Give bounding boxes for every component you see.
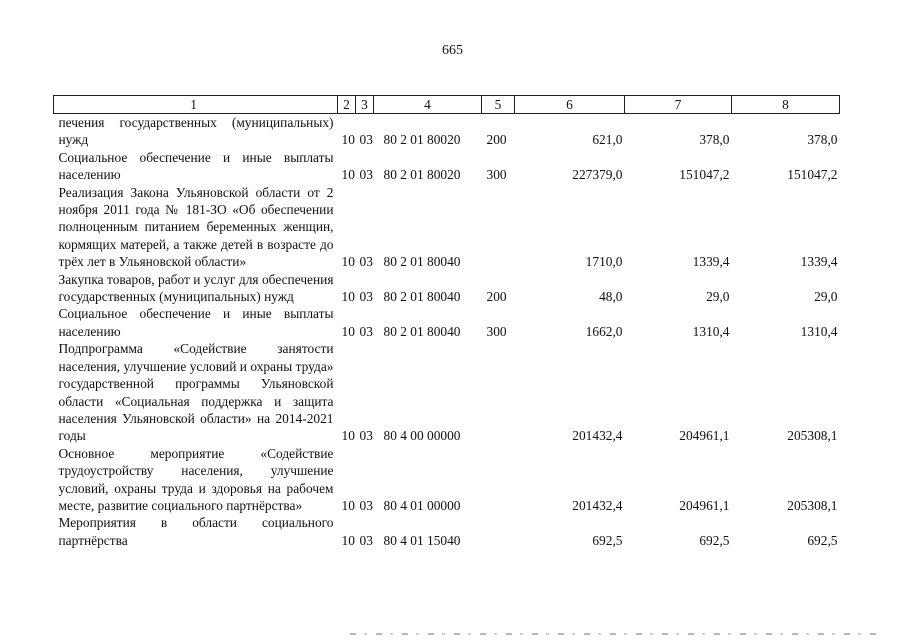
header-col-2: 2 xyxy=(338,96,356,114)
row-value-col7: 1310,4 xyxy=(692,323,730,339)
row-expense-type xyxy=(482,340,515,444)
row-value-col6: 48,0 xyxy=(599,289,623,305)
row-subsection: 03 xyxy=(359,497,373,513)
header-col-6: 6 xyxy=(515,96,625,114)
header-col-7: 7 xyxy=(625,96,732,114)
row-section: 10 xyxy=(341,132,355,148)
row-target-code: 80 2 01 80020 xyxy=(383,167,461,183)
header-col-4: 4 xyxy=(374,96,482,114)
table-row xyxy=(54,114,840,149)
row-name: Подпрограмма «Содействие занятости населения, улучшение условий и охраны труда» государственной программы Ульяновской области «Социальная поддержка и защита населения Ульяновской области» на 2014-2021 годы xyxy=(58,341,334,444)
row-value-col6: 621,0 xyxy=(592,132,623,148)
table-row xyxy=(54,271,840,306)
row-value-col6: 1710,0 xyxy=(585,254,623,270)
row-value-col6: 227379,0 xyxy=(572,167,623,183)
row-section: 10 xyxy=(341,323,355,339)
row-value-col7: 29,0 xyxy=(706,289,730,305)
row-value-col7: 151047,2 xyxy=(679,167,730,183)
row-value-col7: 378,0 xyxy=(699,132,730,148)
row-value-col7: 204961,1 xyxy=(679,428,730,444)
row-target-code: 80 2 01 80040 xyxy=(383,289,461,305)
header-row xyxy=(54,96,840,114)
row-value-col8: 205308,1 xyxy=(787,428,838,444)
page-number: 665 xyxy=(442,43,463,58)
row-target-code: 80 2 01 80040 xyxy=(383,254,461,270)
row-expense-type xyxy=(482,184,515,271)
row-name: Мероприятия в области социального партнёрства xyxy=(58,515,334,548)
row-section: 10 xyxy=(341,428,355,444)
row-expense-type: 300 xyxy=(486,323,507,339)
row-target-code: 80 2 01 80040 xyxy=(383,323,461,339)
row-value-col7: 692,5 xyxy=(699,532,730,548)
row-value-col8: 378,0 xyxy=(807,132,838,148)
table-row xyxy=(54,305,840,340)
row-value-col8: 29,0 xyxy=(814,289,838,305)
row-section: 10 xyxy=(341,254,355,270)
budget-table xyxy=(53,95,840,549)
header-col-8: 8 xyxy=(732,96,840,114)
row-name: Реализация Закона Ульяновской области от 2 ноября 2011 года № 181-ЗО «Об обеспечении полноценным питанием беременных женщин, кормящих матерей, а также детей в возрасте до трёх лет в Ульяновской области» xyxy=(58,184,334,270)
row-section: 10 xyxy=(341,532,355,548)
row-subsection: 03 xyxy=(359,532,373,548)
header-col-1: 1 xyxy=(54,96,338,114)
header-col-3: 3 xyxy=(356,96,374,114)
row-value-col8: 1310,4 xyxy=(800,323,838,339)
row-section: 10 xyxy=(341,497,355,513)
row-subsection: 03 xyxy=(359,323,373,339)
row-name: Основное мероприятие «Содействие трудоустройству населения, улучшение условий, охраны труда и здоровья на рабочем месте, развитие социального партнёрства» xyxy=(58,445,334,513)
row-section: 10 xyxy=(341,167,355,183)
row-section: 10 xyxy=(341,289,355,305)
row-value-col8: 151047,2 xyxy=(787,167,838,183)
row-target-code: 80 2 01 80020 xyxy=(383,132,461,148)
row-name: Социальное обеспечение и иные выплаты населению xyxy=(58,149,334,183)
table-row xyxy=(54,514,840,549)
row-expense-type xyxy=(482,445,515,515)
row-name: печения государственных (муниципальных) нужд xyxy=(58,115,334,148)
table-row xyxy=(54,445,840,515)
header-col-5: 5 xyxy=(482,96,515,114)
row-target-code: 80 4 00 00000 xyxy=(383,428,461,444)
table-row xyxy=(54,184,840,271)
row-value-col8: 1339,4 xyxy=(800,254,838,270)
row-target-code: 80 4 01 00000 xyxy=(383,497,461,513)
table-row xyxy=(54,149,840,184)
row-value-col8: 692,5 xyxy=(807,532,838,548)
row-subsection: 03 xyxy=(359,289,373,305)
row-value-col6: 692,5 xyxy=(592,532,623,548)
table-row xyxy=(54,340,840,444)
row-value-col7: 204961,1 xyxy=(679,497,730,513)
row-value-col6: 1662,0 xyxy=(585,323,623,339)
row-expense-type: 200 xyxy=(486,289,507,305)
row-expense-type: 300 xyxy=(486,167,507,183)
row-value-col8: 205308,1 xyxy=(787,497,838,513)
row-value-col6: 201432,4 xyxy=(572,497,623,513)
row-value-col6: 201432,4 xyxy=(572,428,623,444)
row-subsection: 03 xyxy=(359,167,373,183)
row-expense-type: 200 xyxy=(486,132,507,148)
row-target-code: 80 4 01 15040 xyxy=(383,532,461,548)
row-subsection: 03 xyxy=(359,132,373,148)
row-expense-type xyxy=(482,514,515,549)
row-value-col7: 1339,4 xyxy=(692,254,730,270)
row-subsection: 03 xyxy=(359,254,373,270)
row-subsection: 03 xyxy=(359,428,373,444)
row-name: Социальное обеспечение и иные выплаты населению xyxy=(58,306,334,339)
scan-edge-artifact xyxy=(350,633,880,635)
row-name: Закупка товаров, работ и услуг для обеспечения государственных (муниципальных) нужд xyxy=(58,271,334,305)
